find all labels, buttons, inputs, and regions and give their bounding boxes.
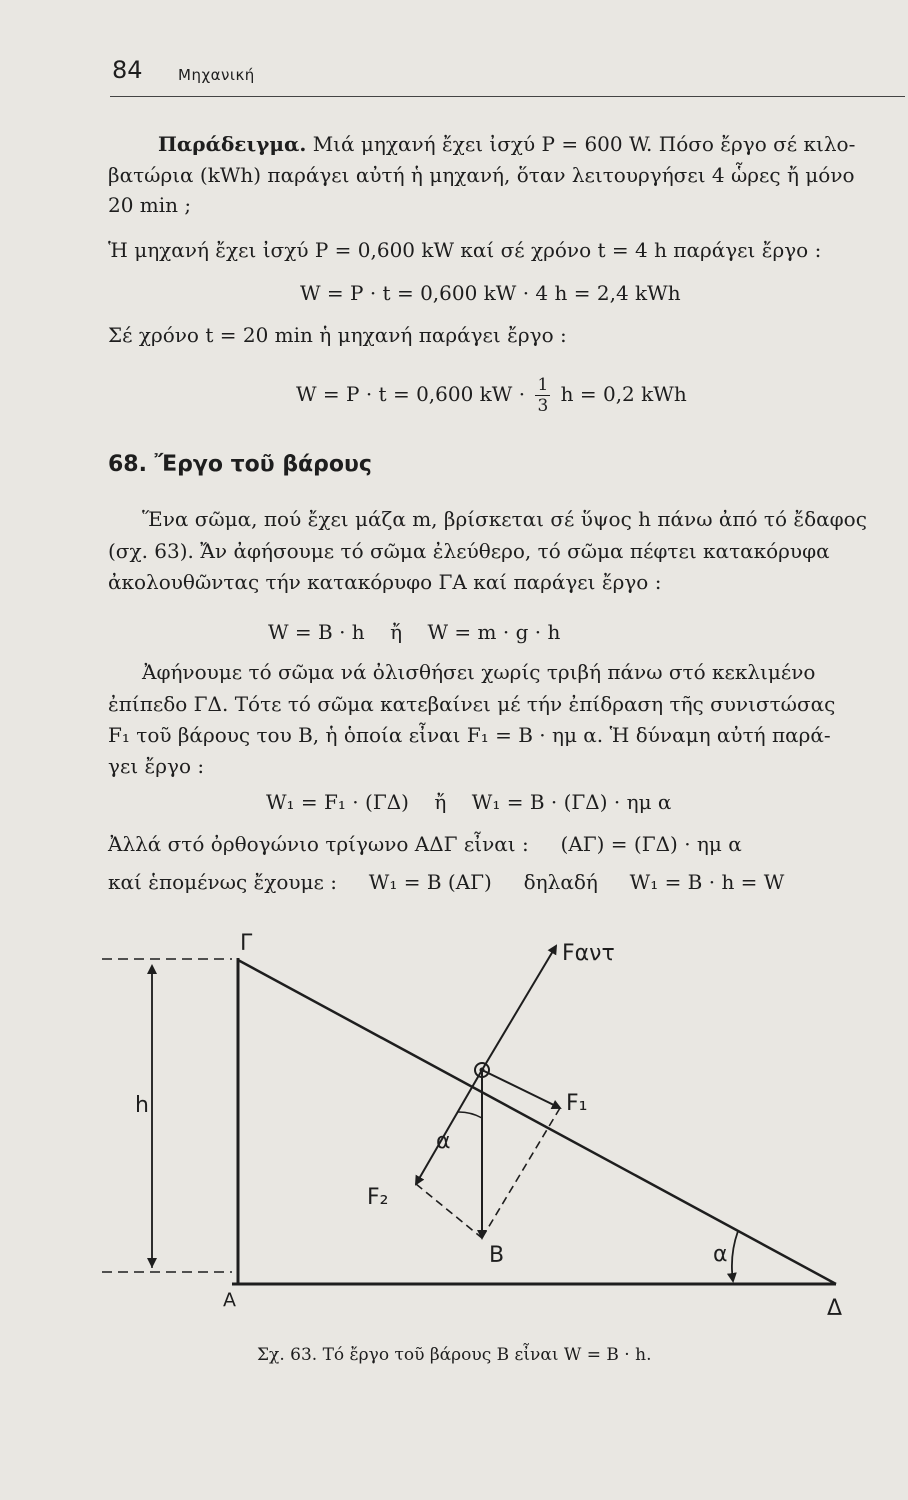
label-alpha-bottom: α	[713, 1242, 728, 1267]
example-label: Παράδειγμα.	[158, 132, 307, 156]
label-h: h	[135, 1093, 149, 1118]
example-text-1: Μιά μηχανή ἔχει ἰσχύ P = 600 W. Πόσο ἔργο σέ κιλο-	[312, 132, 856, 156]
fraction-denominator: 3	[537, 396, 549, 416]
label-fant: Fαντ	[562, 941, 615, 966]
example-line-2: βατώρια (kWh) παράγει αὐτή ἡ μηχανή, ὅταν λειτουργήσει 4 ὧρες ἤ μόνο	[108, 163, 855, 187]
reaction-force-arrow	[482, 946, 556, 1070]
dashed-construction-2	[416, 1184, 482, 1238]
equation-2-right: h = 0,2 kWh	[560, 382, 687, 406]
equation-2-left: W = P · t = 0,600 kW ·	[296, 382, 526, 406]
label-b-point: Β	[489, 1243, 505, 1268]
label-f1: F₁	[566, 1091, 588, 1116]
section-title: 68. Ἔργο τοῦ βάρους	[108, 452, 372, 477]
para1-line-2: (σχ. 63). Ἄν ἀφήσουμε τό σῶμα ἐλεύθερο, τό σῶμα πέφτει κατακόρυφα	[108, 539, 830, 563]
equation-4: W₁ = F₁ · (ΓΔ) ἤ W₁ = B · (ΓΔ) · ημ α	[266, 790, 672, 814]
para1-line-3: ἀκολουθῶντας τήν κατακόρυφο ΓΑ καί παράγει ἔργο :	[108, 570, 662, 594]
angle-arc-b	[458, 1112, 482, 1118]
para2-line-2: ἐπίπεδο ΓΔ. Τότε τό σῶμα κατεβαίνει μέ τήν ἐπίδραση τῆς συνιστώσας	[108, 692, 836, 716]
incline-gd	[238, 960, 836, 1284]
label-gamma: Γ	[240, 931, 253, 956]
body-point-center	[480, 1068, 484, 1072]
para3-line-2: καί ἑπομένως ἔχουμε : W₁ = B (ΑΓ) δηλαδή W₁ = B · h = W	[108, 870, 785, 894]
example-line-4: Ἡ μηχανή ἔχει ἰσχύ P = 0,600 kW καί σέ χρόνο t = 4 h παράγει ἔργο :	[108, 238, 822, 262]
para2-line-1: Ἀφήνουμε τό σῶμα νά ὀλισθήσει χωρίς τριβή πάνω στό κεκλιμένο	[142, 660, 816, 684]
label-f2: F₂	[367, 1185, 389, 1210]
angle-arc-delta	[732, 1231, 738, 1281]
equation-1: W = P · t = 0,600 kW · 4 h = 2,4 kWh	[300, 281, 681, 305]
fraction-numerator: 1	[537, 375, 549, 395]
equation-3: W = B · h ἤ W = m · g · h	[268, 620, 561, 644]
label-delta: Δ	[827, 1296, 843, 1321]
figure-caption: Σχ. 63. Τό ἔργο τοῦ βάρους Β εἶναι W = B · h.	[257, 1345, 652, 1365]
para3-line-1: Ἀλλά στό ὀρθογώνιο τρίγωνο ΑΔΓ εἶναι : (ΑΓ) = (ΓΔ) · ημ α	[108, 832, 742, 856]
running-title: Μηχανική	[178, 66, 255, 84]
para2-line-3: F₁ τοῦ βάρους του Β, ἡ ὁποία εἶναι F₁ = B · ημ α. Ἡ δύναμη αὐτή παρά-	[108, 723, 831, 747]
page-number: 84	[112, 56, 143, 84]
para2-line-4: γει ἔργο :	[108, 754, 205, 778]
label-alpha-top: α	[436, 1129, 451, 1154]
f2-arrow	[416, 1070, 482, 1184]
example-line-3: 20 min ;	[108, 193, 192, 217]
para1-line-1: Ἕνα σῶμα, πού ἔχει μάζα m, βρίσκεται σέ ὕψος h πάνω ἀπό τό ἔδαφος	[142, 507, 867, 531]
example-line-5: Σέ χρόνο t = 20 min ἡ μηχανή παράγει ἔργο :	[108, 323, 567, 347]
label-a-vertex: Α	[223, 1289, 236, 1311]
f1-arrow	[482, 1070, 560, 1108]
